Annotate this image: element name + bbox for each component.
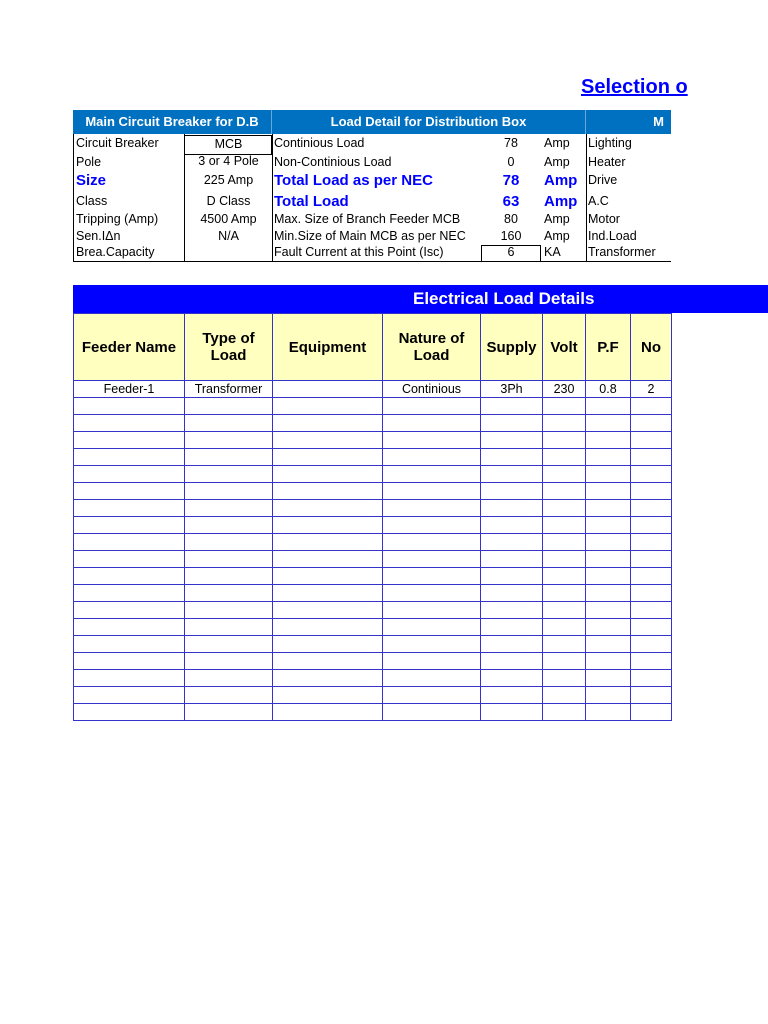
table-cell[interactable]	[74, 585, 185, 602]
load-detail-label: Total Load as per NEC	[274, 172, 433, 189]
load-detail-label: Total Load	[274, 193, 349, 210]
table-cell[interactable]	[273, 636, 383, 653]
table-cell[interactable]	[631, 534, 672, 551]
table-row	[74, 449, 672, 466]
column-header: No	[631, 314, 672, 381]
table-cell[interactable]	[383, 687, 481, 704]
table-row	[74, 687, 672, 704]
table-cell[interactable]	[631, 687, 672, 704]
table-cell[interactable]	[481, 466, 543, 483]
table-cell[interactable]	[586, 568, 631, 585]
load-type-item[interactable]: Motor	[588, 212, 620, 226]
table-cell[interactable]	[74, 602, 185, 619]
table-cell[interactable]	[586, 483, 631, 500]
table-cell[interactable]	[543, 636, 586, 653]
load-detail-value[interactable]: 78	[504, 136, 518, 150]
main-cb-label: Size	[76, 172, 107, 189]
table-row	[74, 585, 672, 602]
table-cell[interactable]	[383, 483, 481, 500]
table-row	[74, 500, 672, 517]
table-cell[interactable]	[185, 568, 273, 585]
load-detail-unit: KA	[544, 245, 561, 259]
table-cell[interactable]	[273, 704, 383, 721]
table-cell[interactable]	[631, 585, 672, 602]
table-cell[interactable]	[185, 449, 273, 466]
table-cell[interactable]	[586, 415, 631, 432]
table-cell[interactable]	[586, 653, 631, 670]
table-row	[74, 534, 672, 551]
table-cell[interactable]	[631, 602, 672, 619]
table-row	[74, 517, 672, 534]
load-detail-unit: Amp	[544, 229, 570, 243]
load-detail-value[interactable]: 78	[502, 172, 520, 189]
table-cell[interactable]: Feeder-1	[74, 381, 185, 398]
load-detail-unit: Amp	[544, 155, 570, 169]
table-cell[interactable]	[586, 551, 631, 568]
table-cell[interactable]	[631, 449, 672, 466]
table-cell[interactable]	[543, 500, 586, 517]
table-cell[interactable]	[586, 466, 631, 483]
table-cell[interactable]	[273, 381, 383, 398]
table-cell[interactable]	[586, 585, 631, 602]
table-cell[interactable]	[273, 653, 383, 670]
table-cell[interactable]	[543, 449, 586, 466]
table-row	[74, 432, 672, 449]
main-cb-value[interactable]: 4500 Amp	[200, 212, 257, 226]
table-cell[interactable]	[74, 500, 185, 517]
table-cell[interactable]	[74, 534, 185, 551]
electrical-load-table	[73, 313, 672, 721]
table-cell[interactable]	[586, 517, 631, 534]
column-header: Nature of Load	[383, 314, 481, 381]
table-cell[interactable]	[273, 568, 383, 585]
table-cell[interactable]	[383, 432, 481, 449]
table-cell[interactable]	[383, 551, 481, 568]
column-header: Supply	[481, 314, 543, 381]
table-cell[interactable]	[543, 670, 586, 687]
table-cell[interactable]	[273, 466, 383, 483]
table-cell[interactable]	[586, 602, 631, 619]
table-cell[interactable]	[543, 585, 586, 602]
load-detail-label: Min.Size of Main MCB as per NEC	[274, 229, 466, 243]
table-cell[interactable]	[185, 466, 273, 483]
load-type-header-label: M	[653, 114, 664, 129]
table-cell[interactable]	[273, 432, 383, 449]
table-cell[interactable]	[383, 534, 481, 551]
table-cell[interactable]	[631, 500, 672, 517]
main-cb-label: Tripping (Amp)	[76, 212, 159, 226]
table-cell[interactable]	[74, 619, 185, 636]
table-cell[interactable]	[185, 636, 273, 653]
table-row	[74, 398, 672, 415]
table-cell[interactable]	[543, 415, 586, 432]
table-cell[interactable]	[481, 432, 543, 449]
load-type-item[interactable]: Heater	[588, 155, 626, 169]
table-cell[interactable]	[383, 517, 481, 534]
table-cell[interactable]	[631, 517, 672, 534]
table-cell[interactable]	[74, 687, 185, 704]
table-cell[interactable]	[543, 704, 586, 721]
table-cell[interactable]	[273, 687, 383, 704]
table-cell[interactable]	[631, 551, 672, 568]
table-cell[interactable]	[383, 602, 481, 619]
table-cell[interactable]	[185, 704, 273, 721]
table-cell[interactable]	[543, 517, 586, 534]
table-cell[interactable]	[586, 619, 631, 636]
load-detail-unit: Amp	[544, 172, 578, 189]
main-cb-value[interactable]: 225 Amp	[203, 173, 254, 187]
table-cell[interactable]	[74, 568, 185, 585]
table-cell[interactable]	[383, 466, 481, 483]
table-cell[interactable]	[543, 534, 586, 551]
table-cell[interactable]	[74, 517, 185, 534]
table-cell[interactable]	[383, 415, 481, 432]
table-cell[interactable]	[543, 466, 586, 483]
table-cell[interactable]	[481, 500, 543, 517]
table-cell[interactable]	[543, 602, 586, 619]
table-cell[interactable]	[631, 483, 672, 500]
table-row	[74, 602, 672, 619]
banner-title: Electrical Load Details	[413, 289, 595, 308]
load-detail-label: Fault Current at this Point (Isc)	[274, 245, 444, 259]
table-cell[interactable]	[383, 568, 481, 585]
table-cell[interactable]	[383, 653, 481, 670]
table-cell[interactable]	[74, 653, 185, 670]
table-cell[interactable]	[481, 636, 543, 653]
table-cell[interactable]	[631, 466, 672, 483]
table-cell[interactable]	[74, 415, 185, 432]
table-cell[interactable]	[273, 415, 383, 432]
table-body	[74, 381, 672, 721]
table-cell[interactable]	[273, 619, 383, 636]
load-type-item[interactable]: Drive	[588, 173, 618, 187]
table-cell[interactable]	[631, 568, 672, 585]
table-cell[interactable]	[185, 415, 273, 432]
table-cell[interactable]	[543, 432, 586, 449]
table-header-row	[74, 314, 672, 381]
table-cell[interactable]	[185, 517, 273, 534]
table-cell[interactable]	[273, 517, 383, 534]
table-cell[interactable]	[74, 551, 185, 568]
load-type-header	[586, 110, 671, 134]
table-row	[74, 636, 672, 653]
table-cell[interactable]	[586, 670, 631, 687]
load-type-item[interactable]: Lighting	[588, 136, 632, 150]
table-cell[interactable]	[543, 551, 586, 568]
main-cb-label: Sen.IΔn	[76, 229, 121, 243]
column-header: P.F	[586, 314, 631, 381]
table-cell[interactable]	[481, 534, 543, 551]
table-row	[74, 483, 672, 500]
load-detail-value[interactable]: 80	[504, 212, 518, 226]
table-cell[interactable]: Continious	[383, 381, 481, 398]
main-cb-value[interactable]: 3 or 4 Pole	[198, 154, 259, 168]
table-cell[interactable]	[273, 585, 383, 602]
table-cell[interactable]: 3Ph	[481, 381, 543, 398]
table-cell[interactable]	[481, 551, 543, 568]
table-cell[interactable]	[481, 704, 543, 721]
table-cell[interactable]	[481, 619, 543, 636]
table-cell[interactable]	[185, 602, 273, 619]
table-cell[interactable]	[481, 483, 543, 500]
table-row	[74, 381, 672, 398]
column-header: Type of Load	[185, 314, 273, 381]
table-cell[interactable]	[185, 687, 273, 704]
table-row	[74, 551, 672, 568]
table-cell[interactable]	[185, 585, 273, 602]
main-cb-label: Pole	[76, 155, 102, 169]
table-cell[interactable]	[481, 687, 543, 704]
table-cell[interactable]	[481, 568, 543, 585]
table-cell[interactable]	[383, 636, 481, 653]
load-detail-value[interactable]: 6	[507, 245, 515, 259]
load-type-item[interactable]: A.C	[588, 194, 609, 208]
table-cell[interactable]	[185, 619, 273, 636]
table-cell[interactable]	[185, 551, 273, 568]
table-cell[interactable]	[481, 449, 543, 466]
table-cell[interactable]	[631, 653, 672, 670]
load-type-item[interactable]: Transformer	[588, 245, 656, 259]
table-cell[interactable]	[586, 432, 631, 449]
table-row	[74, 670, 672, 687]
table-cell[interactable]	[631, 432, 672, 449]
table-cell[interactable]	[273, 670, 383, 687]
main-cb-label: Circuit Breaker	[76, 136, 159, 150]
table-cell[interactable]	[543, 619, 586, 636]
table-row	[74, 466, 672, 483]
table-cell[interactable]	[631, 704, 672, 721]
electrical-load-details-banner	[73, 285, 768, 313]
table-cell[interactable]	[185, 653, 273, 670]
table-cell[interactable]	[185, 432, 273, 449]
table-cell[interactable]	[586, 449, 631, 466]
table-cell[interactable]	[74, 670, 185, 687]
table-cell[interactable]	[543, 568, 586, 585]
table-cell[interactable]	[185, 500, 273, 517]
table-row	[74, 704, 672, 721]
table-cell[interactable]	[74, 636, 185, 653]
column-header: Volt	[543, 314, 586, 381]
main-circuit-breaker-header: Main Circuit Breaker for D.B	[73, 110, 272, 134]
load-detail-value[interactable]: 63	[502, 193, 520, 210]
table-cell[interactable]	[74, 398, 185, 415]
table-cell[interactable]	[481, 415, 543, 432]
table-cell[interactable]	[185, 398, 273, 415]
main-cb-value[interactable]: N/A	[218, 229, 239, 243]
table-cell[interactable]: Transformer	[185, 381, 273, 398]
table-cell[interactable]	[481, 602, 543, 619]
table-cell[interactable]	[273, 551, 383, 568]
table-cell[interactable]	[383, 670, 481, 687]
load-detail-value[interactable]: 160	[500, 229, 522, 243]
load-detail-label: Max. Size of Branch Feeder MCB	[274, 212, 461, 226]
table-cell[interactable]	[481, 517, 543, 534]
table-cell[interactable]	[383, 704, 481, 721]
table-cell[interactable]	[586, 398, 631, 415]
table-cell[interactable]	[273, 500, 383, 517]
table-cell[interactable]	[631, 398, 672, 415]
load-detail-header: Load Detail for Distribution Box	[272, 110, 586, 134]
table-cell[interactable]	[586, 500, 631, 517]
table-cell[interactable]	[481, 653, 543, 670]
table-cell[interactable]	[185, 534, 273, 551]
table-cell[interactable]	[273, 398, 383, 415]
table-cell[interactable]: 230	[543, 381, 586, 398]
table-row	[74, 619, 672, 636]
table-cell[interactable]	[631, 619, 672, 636]
table-row	[74, 415, 672, 432]
table-cell[interactable]	[586, 534, 631, 551]
table-cell[interactable]	[481, 585, 543, 602]
sheet-title: Selection o	[581, 76, 688, 98]
main-cb-value[interactable]: D Class	[206, 194, 251, 208]
table-cell[interactable]: 2	[631, 381, 672, 398]
table-cell[interactable]	[543, 653, 586, 670]
table-cell[interactable]	[586, 704, 631, 721]
table-cell[interactable]	[383, 619, 481, 636]
table-cell[interactable]	[383, 398, 481, 415]
table-cell[interactable]	[586, 687, 631, 704]
table-cell[interactable]	[481, 670, 543, 687]
table-cell[interactable]	[273, 483, 383, 500]
main-cb-value[interactable]: MCB	[214, 137, 243, 151]
table-cell[interactable]	[74, 432, 185, 449]
table-row	[74, 568, 672, 585]
main-cb-label: Brea.Capacity	[76, 245, 155, 259]
load-detail-label: Non-Continious Load	[274, 155, 392, 169]
table-cell[interactable]	[631, 636, 672, 653]
table-cell[interactable]	[185, 483, 273, 500]
table-cell[interactable]	[631, 670, 672, 687]
table-cell[interactable]	[383, 500, 481, 517]
load-detail-unit: Amp	[544, 193, 578, 210]
table-cell[interactable]	[273, 602, 383, 619]
table-cell[interactable]	[383, 449, 481, 466]
table-cell[interactable]	[185, 670, 273, 687]
divider	[586, 134, 587, 262]
table-cell[interactable]	[543, 398, 586, 415]
load-type-item[interactable]: Ind.Load	[588, 229, 637, 243]
table-cell[interactable]	[631, 415, 672, 432]
load-detail-unit: Amp	[544, 136, 570, 150]
table-cell[interactable]	[74, 704, 185, 721]
table-cell[interactable]	[273, 449, 383, 466]
table-cell[interactable]	[481, 398, 543, 415]
table-cell[interactable]	[543, 483, 586, 500]
table-cell[interactable]	[273, 534, 383, 551]
table-row	[74, 653, 672, 670]
table-cell[interactable]	[74, 449, 185, 466]
load-detail-value[interactable]: 0	[507, 155, 515, 169]
table-cell[interactable]	[383, 585, 481, 602]
table-cell[interactable]: 0.8	[586, 381, 631, 398]
main-cb-label: Class	[76, 194, 108, 208]
load-detail-label: Continious Load	[274, 136, 365, 150]
load-detail-unit: Amp	[544, 212, 570, 226]
table-cell[interactable]	[74, 466, 185, 483]
table-cell[interactable]	[74, 483, 185, 500]
column-header: Equipment	[273, 314, 383, 381]
table-cell[interactable]	[543, 687, 586, 704]
divider	[272, 134, 273, 262]
table-cell[interactable]	[586, 636, 631, 653]
column-header: Feeder Name	[74, 314, 185, 381]
